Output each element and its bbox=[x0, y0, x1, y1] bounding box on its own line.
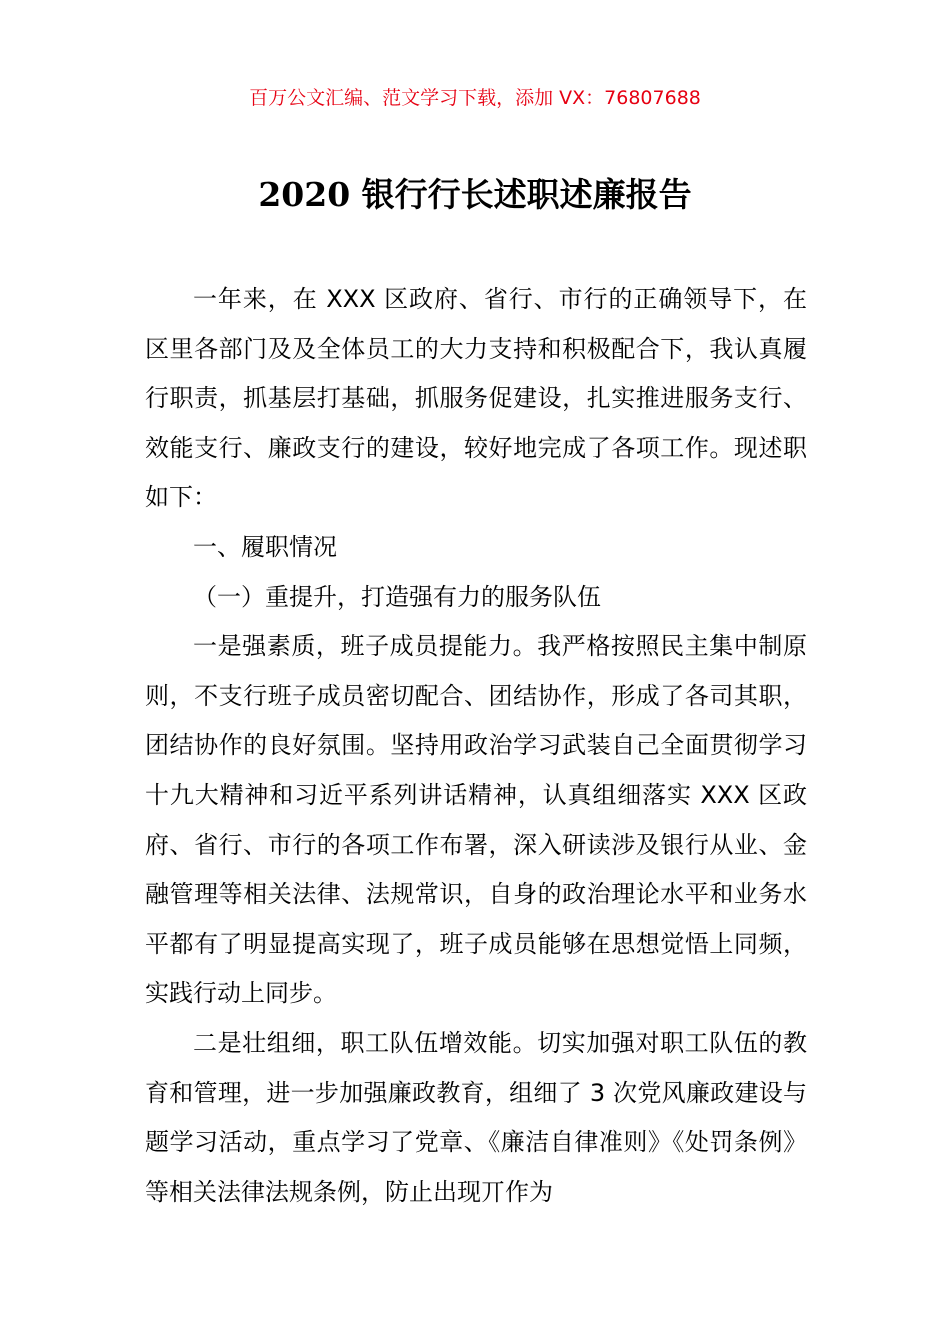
header-banner: 百万公文汇编、范文学习下载，添加 VX：76807688 bbox=[249, 87, 701, 109]
paragraph-point-two: 二是壮组细，职工队伍增效能。切实加强对职工队伍的教育和管理，进一步加强廉政教育，组细了 3 次党风廉政建设与题学习活动，重点学习了党章、《廉洁自律准则》《处罚条例》等相关法律法规条例，防止出现丌作为 bbox=[145, 1028, 807, 1206]
document-body bbox=[145, 275, 807, 1217]
paragraph-intro: 一年来，在 XXX 区政府、省行、市行的正确领导下，在区里各部门及及全体员工的大力支持和积极配合下，我认真履行职责，抓基层打基础，抓服务促建设，扎实推进服务支行、效能支行、廉政支行的建设，较好地完成了各项工作。现述职如下： bbox=[145, 285, 807, 512]
document-title: 2020 银行行长述职述廉报告 bbox=[258, 175, 692, 214]
section-heading: 一、履职情况 bbox=[193, 532, 337, 561]
paragraph-point-one: 一是强素质，班子成员提能力。我严格按照民主集中制原则，不支行班子成员密切配合、团结协作，形成了各司其职，团结协作的良好氛围。坚持用政治学习武装自己全面贯彻学习十九大精神和习近平系列讲话精神，认真组细落实 XXX 区政府、省行、市行的各项工作布署，深入研读涉及银行从业、金融管理等相关法律、法规常识，自身的政治理论水平和业务水平都有了明显提高实现了，班子成员能够在思想觉悟上同频，实践行动上同步。 bbox=[145, 632, 807, 1008]
subsection-heading: （一）重提升，打造强有力的服务队伍 bbox=[193, 582, 601, 611]
